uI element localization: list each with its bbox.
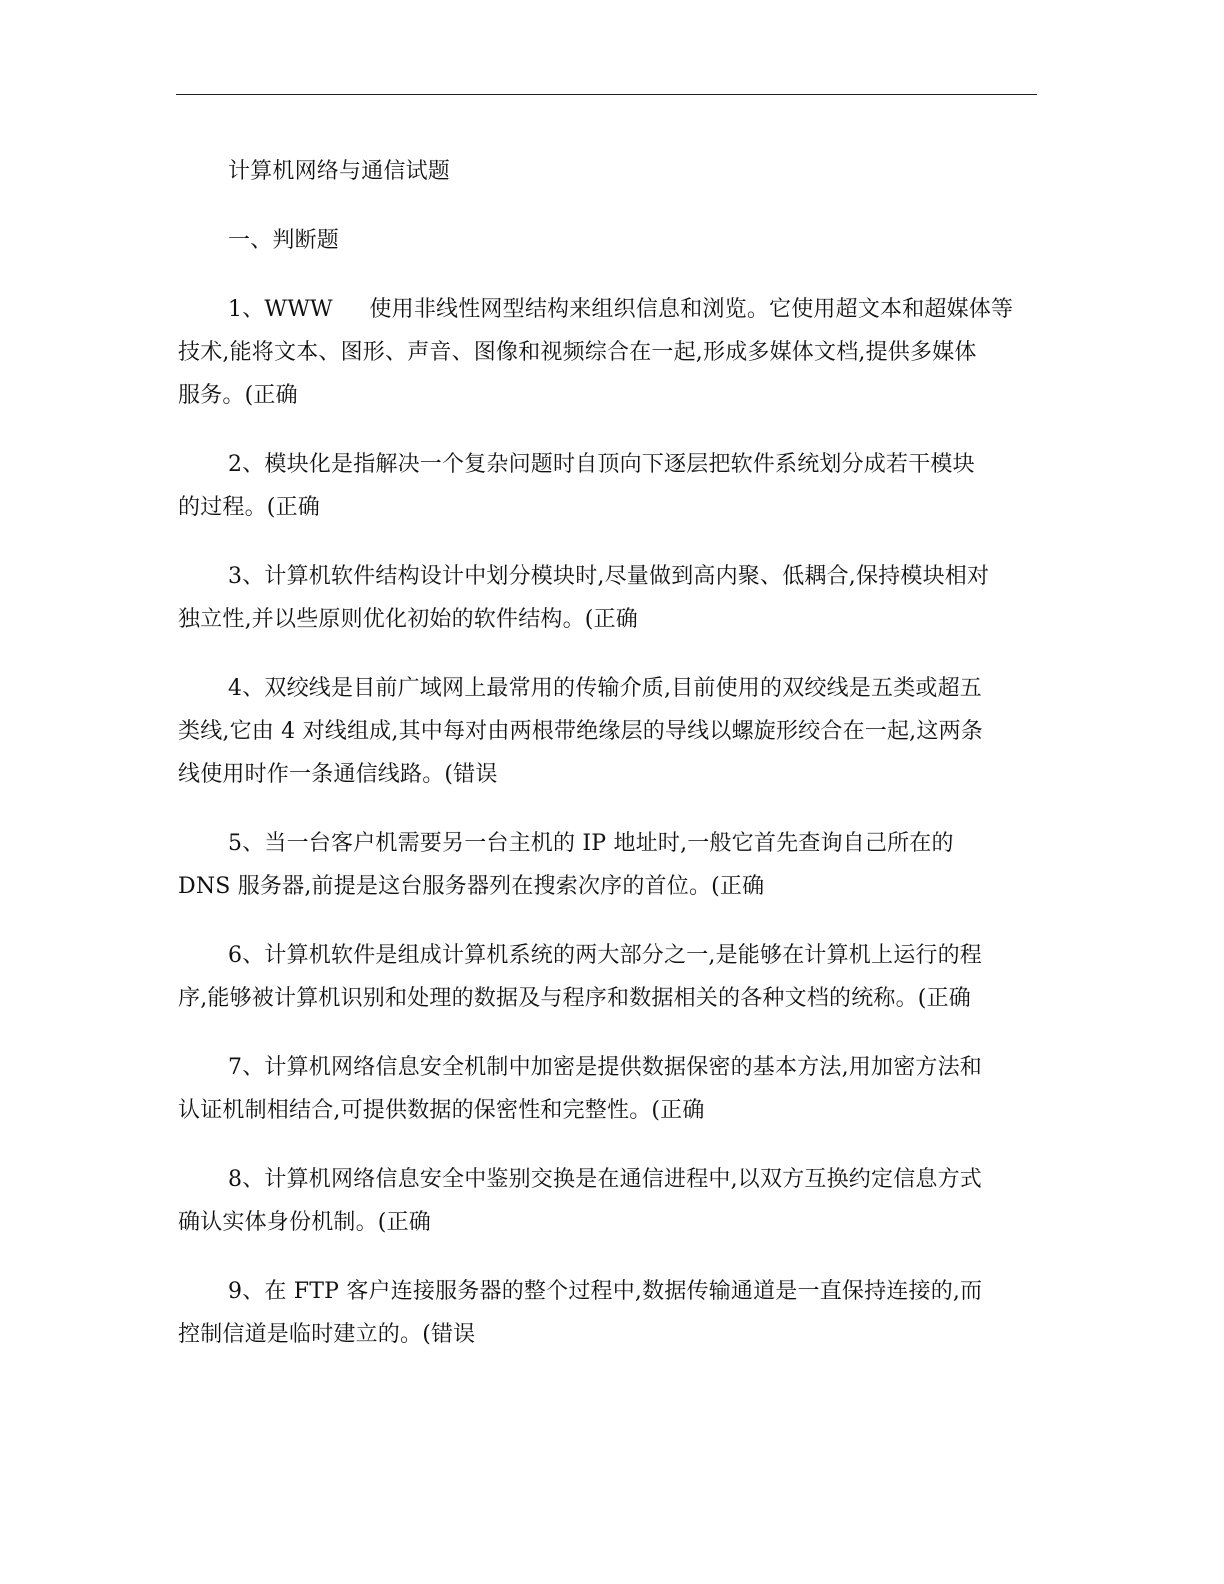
question-line: 的过程。(正确 (178, 495, 320, 520)
question-line: 线使用时作一条通信线路。(错误 (178, 762, 498, 787)
header-rule (176, 94, 1037, 95)
question-1 (178, 288, 1033, 417)
question-2 (178, 443, 1033, 529)
question-line: 8、计算机网络信息安全中鉴别交换是在通信进程中,以双方互换约定信息方式 (228, 1167, 982, 1192)
question-line: 4、双绞线是目前广域网上最常用的传输介质,目前使用的双绞线是五类或超五 (228, 676, 982, 701)
question-8 (178, 1158, 1033, 1244)
question-line: 控制信道是临时建立的。(错误 (178, 1322, 476, 1347)
question-line: 2、模块化是指解决一个复杂问题时自顶向下逐层把软件系统划分成若干模块 (228, 452, 975, 477)
question-line: 独立性,并以些原则优化初始的软件结构。(正确 (178, 607, 638, 632)
question-line: 5、当一台客户机需要另一台主机的 IP 地址时,一般它首先查询自己所在的 (228, 831, 954, 856)
question-line: 7、计算机网络信息安全机制中加密是提供数据保密的基本方法,用加密方法和 (228, 1055, 982, 1080)
question-3 (178, 555, 1033, 641)
question-7 (178, 1046, 1033, 1132)
question-line: DNS 服务器,前提是这台服务器列在搜索次序的首位。(正确 (178, 874, 765, 899)
question-line: 类线,它由 4 对线组成,其中每对由两根带绝缘层的导线以螺旋形绞合在一起,这两条 (178, 719, 983, 744)
question-line: 1、WWW 使用非线性网型结构来组织信息和浏览。它使用超文本和超媒体等 (228, 297, 1014, 322)
question-line: 序,能够被计算机识别和处理的数据及与程序和数据相关的各种文档的统称。(正确 (178, 986, 971, 1011)
question-9 (178, 1270, 1033, 1356)
question-line: 认证机制相结合,可提供数据的保密性和完整性。(正确 (178, 1098, 705, 1123)
question-line: 6、计算机软件是组成计算机系统的两大部分之一,是能够在计算机上运行的程 (228, 943, 982, 968)
question-line: 服务。(正确 (178, 383, 298, 408)
document-body (178, 150, 1033, 1382)
document-title: 计算机网络与通信试题 (228, 159, 451, 184)
question-line: 9、在 FTP 客户连接服务器的整个过程中,数据传输通道是一直保持连接的,而 (228, 1279, 983, 1304)
question-line: 确认实体身份机制。(正确 (178, 1210, 431, 1235)
question-5 (178, 822, 1033, 908)
question-line: 3、计算机软件结构设计中划分模块时,尽量做到高内聚、低耦合,保持模块相对 (228, 564, 990, 589)
question-6 (178, 934, 1033, 1020)
question-line: 技术,能将文本、图形、声音、图像和视频综合在一起,形成多媒体文档,提供多媒体 (178, 340, 977, 365)
question-4 (178, 667, 1033, 796)
section-heading: 一、判断题 (228, 228, 340, 253)
